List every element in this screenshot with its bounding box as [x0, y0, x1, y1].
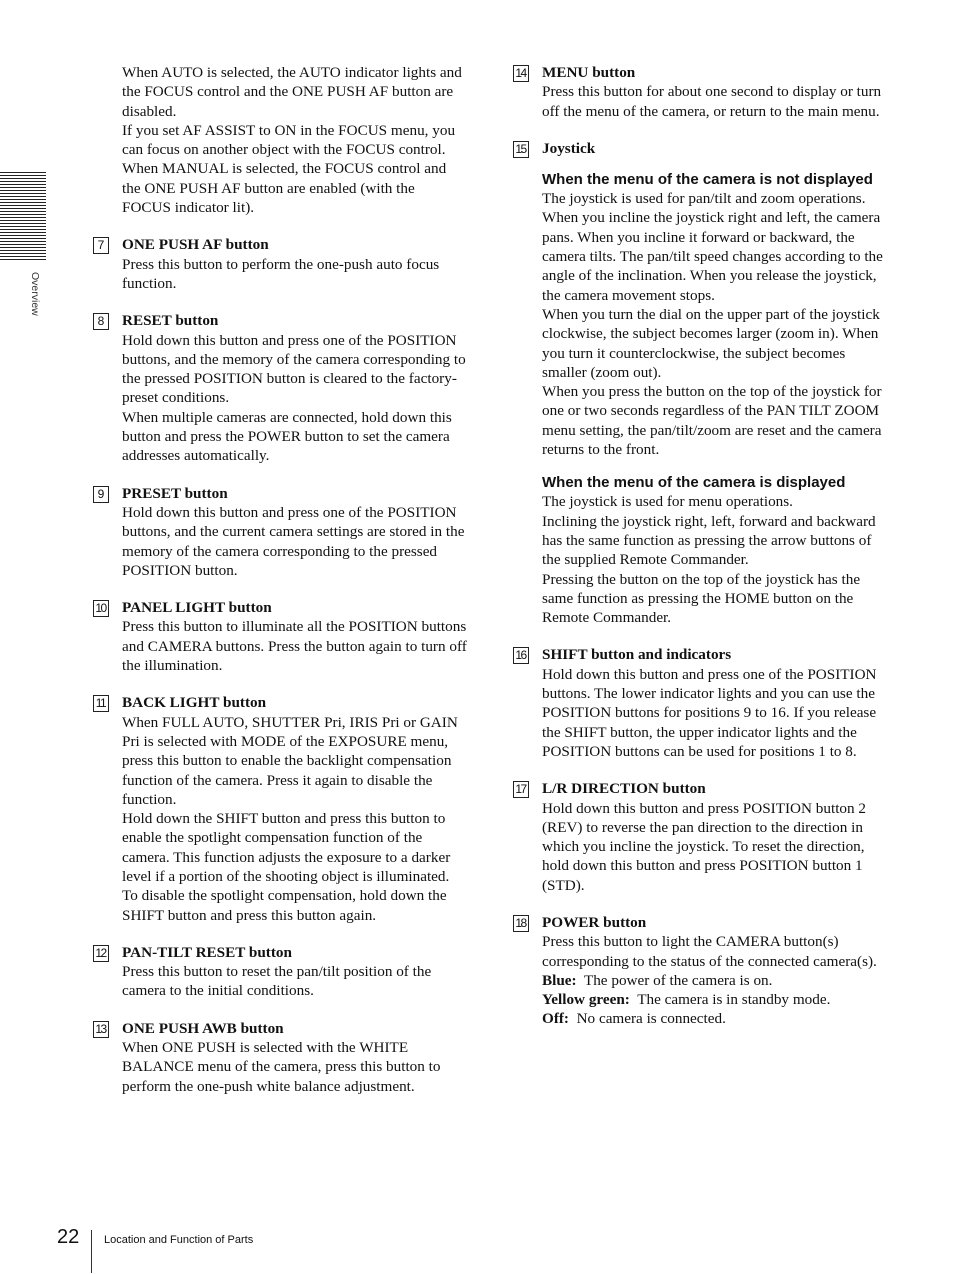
footer-section-title: Location and Function of Parts: [104, 1234, 254, 1246]
sidebar-tab-stripes: [0, 172, 46, 260]
paragraph: Press this button for about one second to display or turn off the menu of the camera, or return to the main menu.: [542, 83, 882, 120]
paragraph: The joystick is used for pan/tilt and zoom operations.: [542, 190, 866, 208]
item-number-badge: 11: [93, 695, 109, 712]
entry-one-push-af: [97, 235, 467, 293]
item-number-badge: 17: [513, 781, 529, 798]
entry-title: L/R DIRECTION button: [542, 780, 706, 798]
paragraph: Hold down this button and press one of the POSITION buttons. The lower indicator lights and you can use the POSITION buttons for positions 9 to 16. If you release the SHIFT button, the upper indicator lights and the POSITION buttons can be used for positions 1 to 8.: [542, 665, 877, 760]
entry-pan-tilt-reset: [95, 943, 467, 1001]
item-number-badge: 7: [93, 237, 109, 254]
entry-title: ONE PUSH AF button: [122, 236, 269, 254]
entry-title: BACK LIGHT button: [122, 694, 267, 712]
status-label: Yellow green:: [542, 991, 630, 1009]
power-status-off: [542, 1009, 887, 1028]
paragraph: When AUTO is selected, the AUTO indicator lights and the FOCUS control and the ONE PUSH AF button are disabled.: [122, 64, 462, 120]
paragraph: Press this button to reset the pan/tilt position of the camera to the initial conditions.: [122, 963, 432, 1000]
paragraph: When ONE PUSH is selected with the WHITE BALANCE menu of the camera, press this button to perform the one-push white balance adjustment.: [122, 1039, 441, 1095]
entry-panel-light: [95, 598, 467, 675]
subheading-menu-not-displayed: When the menu of the camera is not displayed: [542, 171, 873, 189]
entry-lr-direction: [515, 779, 887, 895]
entry-one-push-awb: [95, 1019, 467, 1096]
paragraph: Press this button to perform the one-push auto focus function.: [122, 255, 440, 292]
paragraph: Hold down this button and press one of the POSITION buttons, and the memory of the camera corresponding to the pressed POSITION button is cleared to the factory-preset conditions.: [122, 331, 466, 407]
entry-title: PANEL LIGHT button: [122, 599, 272, 617]
paragraph: Hold down the SHIFT button and press this button to enable the spotlight compensation function of the camera. This function adjusts the exposure to a darker level if a portion of the shooting object is illuminated.: [122, 810, 451, 885]
power-status-blue: [542, 971, 887, 990]
page-number: 22: [57, 1226, 80, 1248]
entry-menu: [515, 63, 887, 121]
entry-preset: [97, 484, 467, 580]
paragraph: When MANUAL is selected, the FOCUS control and the ONE PUSH AF button are enabled (with the FOCUS indicator lit).: [122, 160, 447, 217]
paragraph: The joystick is used for menu operations.: [542, 493, 793, 511]
item-number-badge: 9: [93, 486, 109, 503]
sidebar-section-label: Overview: [29, 272, 41, 316]
paragraph: When you turn the dial on the upper part of the joystick clockwise, the subject becomes larger (zoom in). When you turn it counterclockwise, the subject becomes smaller (zoom out).: [542, 305, 880, 381]
paragraph: To disable the spotlight compensation, hold down the SHIFT button and press this button again.: [122, 887, 447, 924]
item-number-badge: 12: [93, 945, 109, 962]
item-number-badge: 18: [513, 915, 529, 932]
entry-title: POWER button: [542, 913, 647, 931]
paragraph: Press this button to illuminate all the POSITION buttons and CAMERA buttons. Press the button again to turn off the illumination.: [122, 618, 467, 675]
paragraph: If you set AF ASSIST to ON in the FOCUS menu, you can focus on another object with the FOCUS control.: [122, 121, 456, 159]
entry-power: [515, 913, 887, 1029]
entry-reset: [97, 311, 467, 465]
item-number-badge: 14: [513, 65, 529, 82]
entry-title: ONE PUSH AWB button: [122, 1019, 284, 1037]
paragraph: When FULL AUTO, SHUTTER Pri, IRIS Pri or GAIN Pri is selected with MODE of the EXPOSURE menu, press this button to enable the backlight compensation function of the camera. Press it again to disable the function.: [122, 713, 458, 808]
focus-intro: [122, 63, 467, 217]
item-number-badge: 10: [93, 600, 109, 617]
right-column: [515, 63, 887, 1047]
subheading-menu-displayed: When the menu of the camera is displayed: [542, 474, 846, 492]
paragraph: Inclining the joystick right, left, forward and backward has the same function as pressing the arrow buttons of the supplied Remote Commander.: [542, 512, 876, 569]
paragraph: When you press the button on the top of the joystick for one or two seconds regardless of the PAN TILT ZOOM menu setting, the pan/tilt/zoom are reset and the camera returns to the front.: [542, 383, 882, 459]
status-label: Blue:: [542, 971, 577, 989]
power-status-yellow-green: [542, 990, 887, 1009]
paragraph: Hold down this button and press one of the POSITION buttons, and the current camera settings are stored in the memory of the camera corresponding to the pressed POSITION button.: [122, 503, 465, 579]
item-number-badge: 8: [93, 313, 109, 330]
left-column: [95, 63, 467, 1114]
paragraph: Press this button to light the CAMERA button(s) corresponding to the status of the connected camera(s).: [542, 933, 877, 970]
entry-title: RESET button: [122, 312, 219, 330]
paragraph: When you incline the joystick right and left, the camera pans. When you incline it forward or backward, the camera tilts. The pan/tilt speed changes according to the angle of the inclination. When you release the joystick, the camera movement stops.: [542, 209, 883, 304]
paragraph: When multiple cameras are connected, hold down this button and press the POWER button to set the camera addresses automatically.: [122, 408, 452, 465]
status-text: The camera is in standby mode.: [637, 991, 831, 1009]
entry-joystick: [515, 139, 887, 628]
status-label: Off:: [542, 1010, 569, 1028]
status-text: No camera is connected.: [576, 1010, 726, 1028]
entry-title: SHIFT button and indicators: [542, 646, 732, 664]
entry-title: MENU button: [542, 64, 636, 81]
paragraph: Pressing the button on the top of the joystick has the same function as pressing the HOME button on the Remote Commander.: [542, 570, 861, 627]
item-number-badge: 15: [513, 141, 529, 158]
entry-back-light: [95, 693, 467, 925]
footer-divider: [91, 1230, 92, 1273]
status-text: The power of the camera is on.: [583, 971, 773, 989]
entry-shift: [515, 645, 887, 761]
item-number-badge: 13: [93, 1021, 109, 1038]
paragraph: Hold down this button and press POSITION button 2 (REV) to reverse the pan direction to the direction in which you incline the joystick. To reset the direction, hold down this button and press POSITION button 1 (STD).: [542, 799, 866, 894]
entry-title: PAN-TILT RESET button: [122, 943, 292, 961]
item-number-badge: 16: [513, 647, 529, 664]
entry-title: PRESET button: [122, 484, 228, 502]
entry-title: Joystick: [542, 139, 596, 157]
